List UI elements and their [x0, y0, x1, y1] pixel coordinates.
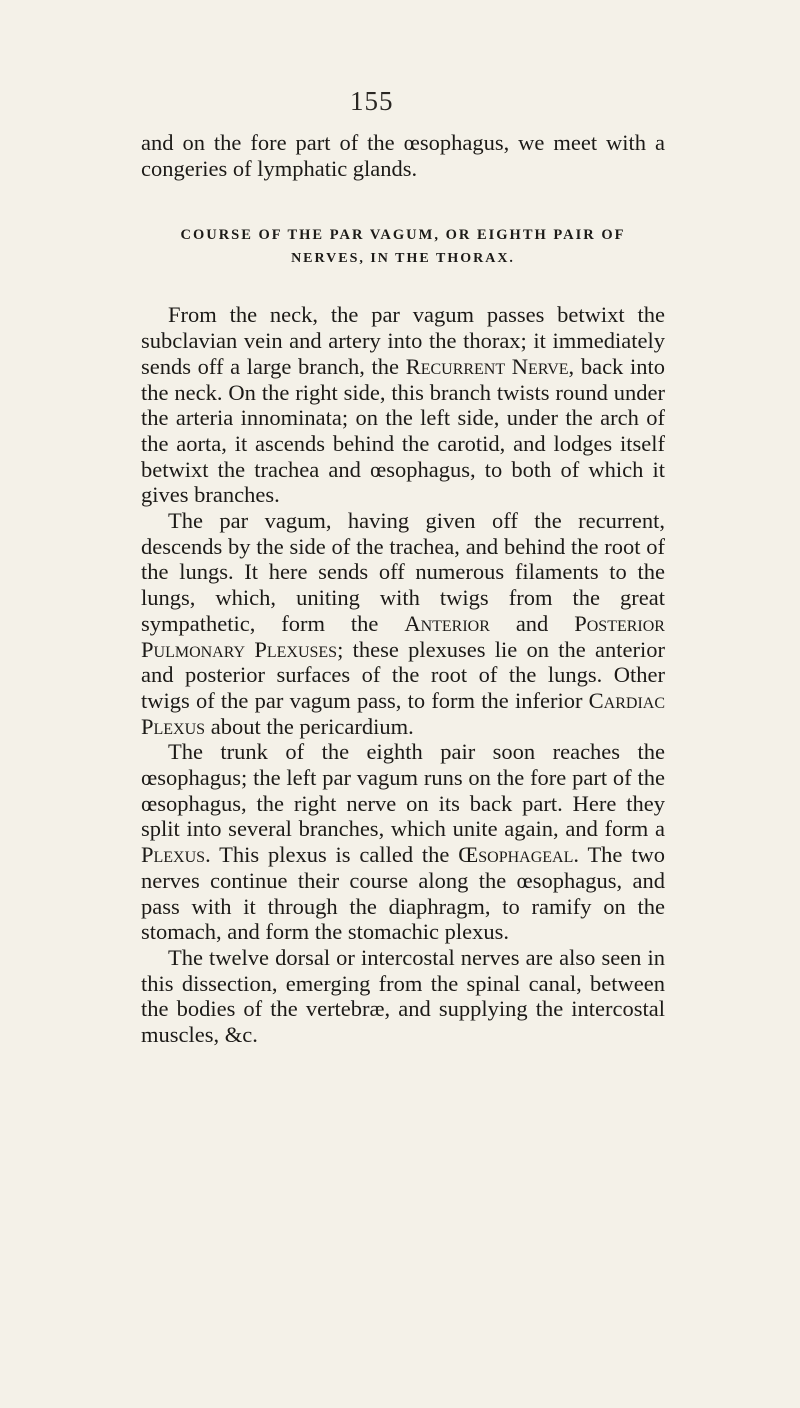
- text-run: The par vagum, having given off the recurrent, descends by the side of the trachea, and behind the root of the lungs. It here sends off numerous filaments to the lungs, which, uniting with twigs from the great sympathetic, form the: [141, 508, 665, 636]
- paragraph-pulmonary-plexuses: [141, 508, 665, 739]
- text-run: back into the neck. On the right side, this branch twists round under the arteria innominata; on the left side, under the arch of the aorta, it ascends behind the carotid, and lodges itself betwixt the trachea and œsophagus, to both of which it gives branches.: [141, 353, 665, 508]
- text-run: This plexus is called the: [210, 842, 459, 868]
- page-number: 155: [350, 86, 394, 116]
- paragraph-continuation: and on the fore part of the œsophagus, we meet with a congeries of lymphatic glands.: [141, 130, 665, 181]
- text-run: these plexuses lie on the anterior and posterior surfaces of the root of the lungs. Other twigs of the par vagum pass, to form the inferior: [141, 636, 665, 713]
- paragraph-intercostal-nerves: The twelve dorsal or intercostal nerves are also seen in this dissection, emerging from the spinal canal, between the bodies of the vertebræ, and supplying the intercostal muscles, &c.: [141, 944, 665, 1048]
- term-recurrent-nerve: Recurrent Nerve,: [405, 353, 575, 379]
- text-run: about the pericardium.: [205, 713, 414, 739]
- section-heading-line-1: COURSE OF THE PAR VAGUM, OR EIGHTH PAIR OF: [180, 227, 626, 244]
- text-run: and: [489, 610, 575, 636]
- term-plexus: Plexus.: [141, 842, 211, 868]
- body-text: [141, 130, 665, 1048]
- term-anterior: Anterior: [404, 610, 490, 636]
- term-posterior-pulmonary-plexuses: Posterior Pulmonary Plexuses;: [141, 610, 665, 662]
- text-run: From the neck, the par vagum passes betwixt the subclavian vein and artery into the thorax; it immediately sends off a large branch, the: [141, 302, 665, 379]
- term-cardiac-plexus: Cardiac Plexus: [141, 687, 665, 739]
- section-heading: [141, 223, 665, 271]
- paragraph-oesophageal-plexus: [141, 739, 665, 945]
- term-oesophageal: Œsophageal.: [458, 842, 580, 868]
- section-heading-line-2: NERVES, IN THE THORAX.: [291, 251, 515, 267]
- text-run: The trunk of the eighth pair soon reaches the œsophagus; the left par vagum runs on the fore part of the œsophagus, the right nerve on its back part. Here they split into several branches, which unite again, and form a: [141, 739, 665, 842]
- text-run: The two nerves continue their course along the œsophagus, and pass with it through the diaphragm, to ramify on the stomach, and form the stomachic plexus.: [141, 842, 666, 945]
- paragraph-recurrent-nerve: [141, 302, 665, 508]
